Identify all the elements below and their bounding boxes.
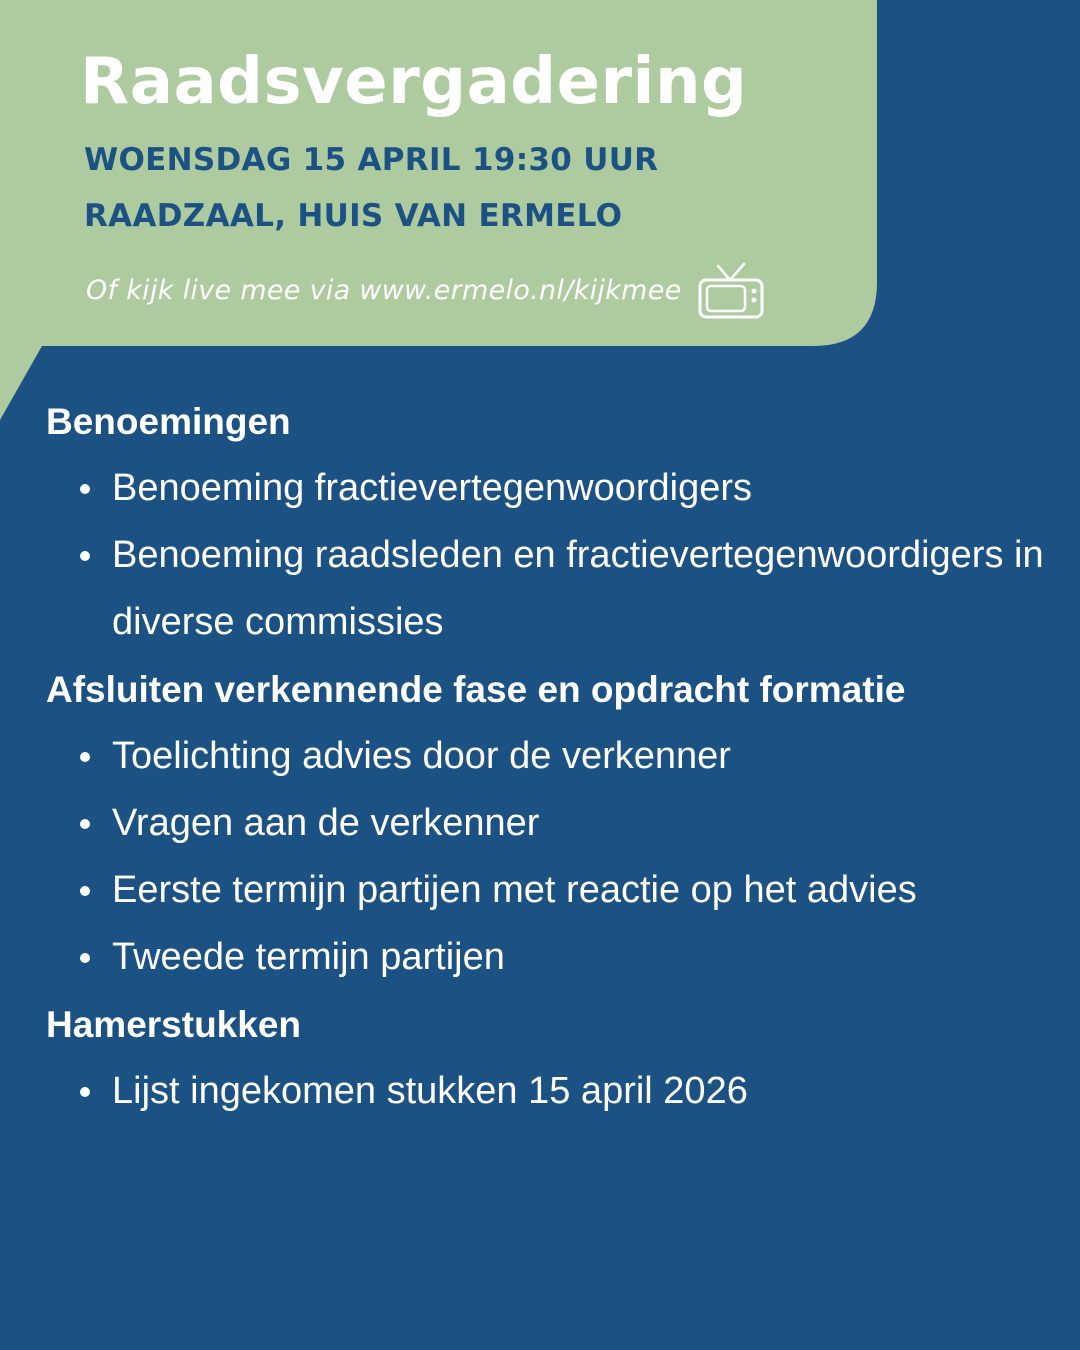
agenda-section-formatie xyxy=(46,656,1046,991)
agenda-item: Tweede termijn partijen xyxy=(46,924,1046,991)
agenda-item-list xyxy=(46,1058,1046,1125)
agenda-item-list xyxy=(46,723,1046,991)
agenda xyxy=(46,388,1046,1125)
agenda-item: Benoeming fractievertegenwoordigers xyxy=(46,455,1046,522)
section-title: Afsluiten verkennende fase en opdracht formatie xyxy=(46,669,906,710)
section-title: Benoemingen xyxy=(46,401,291,442)
agenda-item: Benoeming raadsleden en fractievertegenwoordigers in diverse commissies xyxy=(46,522,1046,656)
agenda-item: Vragen aan de verkenner xyxy=(46,790,1046,857)
meeting-location: RAADZAAL, HUIS VAN ERMELO xyxy=(84,198,623,234)
agenda-item: Eerste termijn partijen met reactie op het advies xyxy=(46,857,1046,924)
livestream-text: Of kijk live mee via www.ermelo.nl/kijkmee xyxy=(86,275,682,306)
agenda-item: Lijst ingekomen stukken 15 april 2026 xyxy=(46,1058,1046,1125)
agenda-section-benoemingen xyxy=(46,388,1046,656)
agenda-item: Toelichting advies door de verkenner xyxy=(46,723,1046,790)
meeting-date-time: WOENSDAG 15 APRIL 19:30 UUR xyxy=(84,142,659,178)
livestream-row xyxy=(86,262,766,320)
agenda-item-list xyxy=(46,455,1046,656)
section-title: Hamerstukken xyxy=(46,1004,302,1045)
page-title: Raadsvergadering xyxy=(80,45,748,119)
agenda-section-hamerstukken xyxy=(46,991,1046,1125)
tv-icon xyxy=(696,262,766,320)
